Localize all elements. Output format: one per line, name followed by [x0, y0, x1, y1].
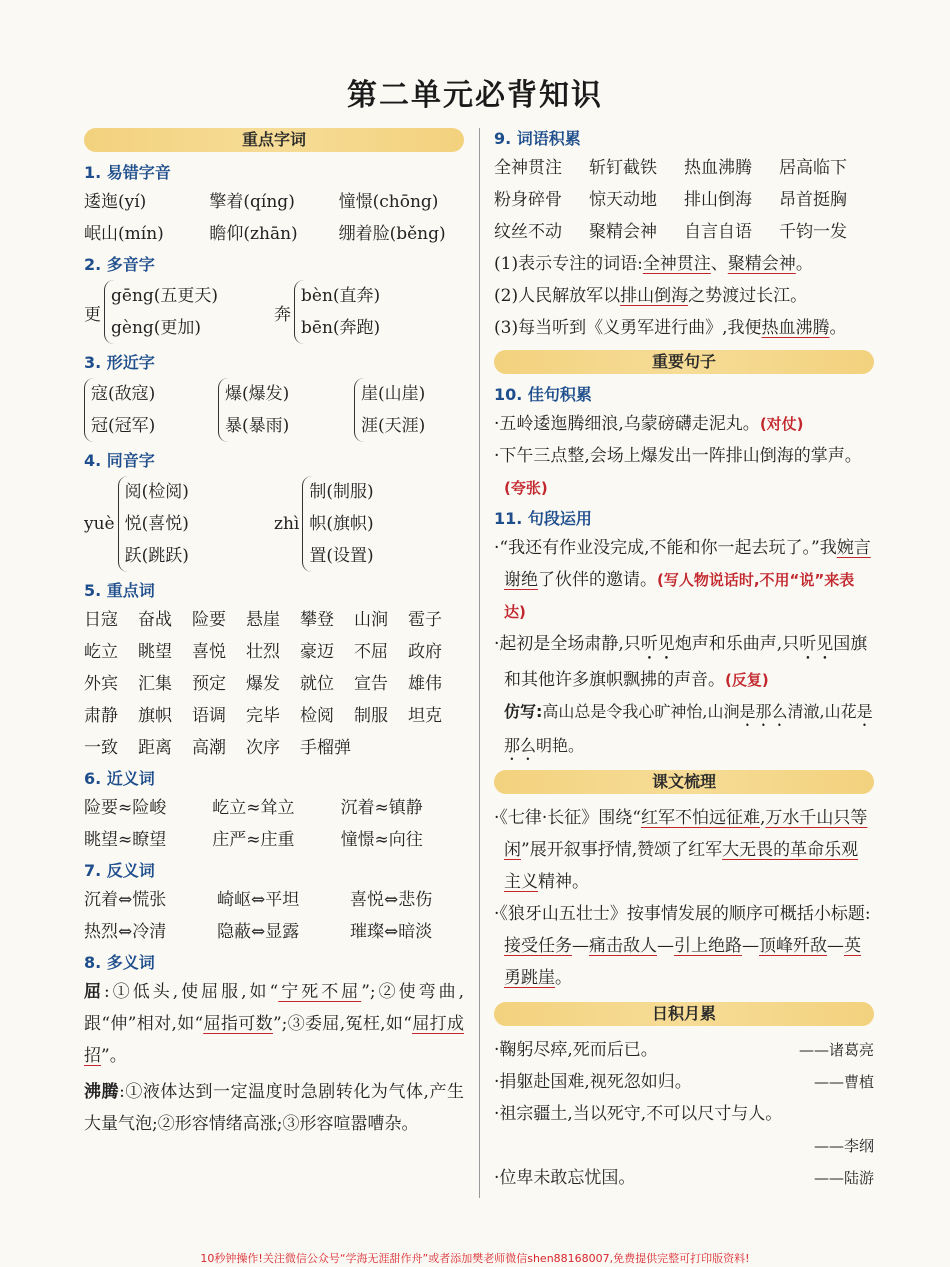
- quote-text: ·祖宗疆土,当以死守,不可以尺寸与人。: [494, 1104, 783, 1124]
- antonym-pair: 喜悦⇔悲伤: [350, 890, 433, 910]
- band-text-review: 课文梳理: [494, 770, 874, 794]
- word-item: 政府: [408, 642, 442, 662]
- brace-head: yuè: [84, 514, 115, 534]
- word-row: [84, 668, 464, 700]
- text: ,: [760, 808, 766, 828]
- underlined-phrase: 屈打成招: [84, 1014, 464, 1066]
- word-item: 壮烈: [246, 642, 280, 662]
- underlined-phrase: 屈指可数: [203, 1014, 273, 1034]
- polysemy-qu: [84, 976, 464, 1072]
- text: 。: [829, 318, 847, 338]
- quote-author: ——李纲: [813, 1137, 874, 1155]
- synonym-pair: 憧憬≈向往: [340, 830, 423, 850]
- similar-group: [84, 378, 218, 442]
- band-important-sentences: 重要句子: [494, 350, 874, 374]
- text: 炮声和乐曲声,只: [674, 634, 800, 654]
- underlined-phrase: 大无畏的革命乐观主义: [504, 840, 859, 892]
- sentence-item: [494, 408, 874, 440]
- quote-text: ·捐躯赴国难,视死忽如归。: [494, 1072, 692, 1092]
- usage-line-2: [494, 280, 874, 312]
- brace-item: 阅(检阅): [124, 482, 189, 502]
- text: (3)每当听到《义勇军进行曲》,我便: [494, 318, 762, 338]
- polysemy-feiteng: [84, 1076, 464, 1140]
- review-item: [494, 802, 874, 898]
- section-7-title: 7. 反义词: [84, 861, 155, 880]
- word-item: 绷着脸(běng): [338, 224, 446, 244]
- word-item: 聚精会神: [589, 222, 657, 242]
- usage-line-1: [494, 248, 874, 280]
- polyphone-groups: [84, 278, 464, 348]
- word-item: 排山倒海: [684, 190, 752, 210]
- word-item: 瞻仰(zhān): [209, 224, 298, 244]
- section-6-title: 6. 近义词: [84, 769, 155, 788]
- word-item: 日寇: [84, 610, 118, 630]
- brace-item: bēn(奔跑): [301, 318, 381, 338]
- antonym-pair: 热烈⇔冷清: [84, 922, 167, 942]
- text: :①低头,使屈服,如“: [104, 982, 279, 1002]
- dotted-phrase: 听见: [640, 634, 675, 654]
- quote-item: [494, 1162, 874, 1194]
- text: ·《七律·长征》围绕“: [494, 808, 641, 828]
- text: —: [827, 936, 844, 956]
- word-item: 检阅: [300, 706, 334, 726]
- word-item: 憧憬(chōng): [338, 192, 439, 212]
- underlined-phrase: 英勇跳崖: [504, 936, 861, 988]
- quote-author: ——陆游: [813, 1169, 874, 1187]
- word-item: 语调: [192, 706, 226, 726]
- dotted-phrase: 听见: [799, 634, 834, 654]
- quote-author: ——曹植: [813, 1073, 874, 1091]
- technique-tag: (写人物说话时,不用“说”来表达): [504, 571, 855, 621]
- synonym-pair: 屹立≈耸立: [212, 798, 295, 818]
- dotted-phrase: 是那么: [504, 702, 873, 755]
- text: ”;③委屈,冤枉,如“: [272, 1014, 412, 1034]
- antonym-row-1: [84, 884, 464, 916]
- brace-item: 涯(天涯): [361, 416, 426, 436]
- usage-line-3: [494, 312, 874, 344]
- word-item: 屹立: [84, 642, 118, 662]
- word-row: [84, 700, 464, 732]
- underlined-phrase: 热血沸腾: [761, 318, 830, 338]
- word-item: 岷山(mín): [84, 224, 164, 244]
- quote-author-line: [494, 1130, 874, 1162]
- text: 、: [710, 254, 728, 274]
- right-column: [494, 126, 874, 1194]
- left-column: [84, 126, 464, 1140]
- text: ·五岭逶迤腾细浪,乌蒙磅礴走泥丸。: [494, 414, 760, 434]
- antonym-pair: 沉着⇔慌张: [84, 890, 167, 910]
- underlined-phrase: 痛击敌人: [589, 936, 657, 956]
- text: (1)表示专注的词语:: [494, 254, 643, 274]
- word-item: 坦克: [408, 706, 442, 726]
- word-item: 手榴弹: [300, 738, 351, 758]
- band-key-words: 重点字词: [84, 128, 464, 152]
- text: 精神。: [538, 872, 589, 892]
- text: 了伙伴的邀请。: [538, 570, 657, 590]
- section-9-title: 9. 词语积累: [494, 129, 581, 148]
- section-4-title: 4. 同音字: [84, 451, 155, 470]
- word-item: 制服: [354, 706, 388, 726]
- text: 高山总是令我心旷神怡,山涧: [542, 702, 740, 721]
- similar-char-groups: [84, 376, 464, 446]
- word-item: 山涧: [354, 610, 388, 630]
- word-item: 不屈: [354, 642, 388, 662]
- dotted-phrase: 是那么: [739, 702, 788, 721]
- word-item: 逶迤(yí): [84, 192, 147, 212]
- paragraph-item: [494, 532, 874, 628]
- brace-item: 爆(爆发): [225, 384, 290, 404]
- word-item: 高潮: [192, 738, 226, 758]
- text: ”展开叙事抒情,赞颂了红军: [521, 840, 723, 860]
- underlined-phrase: 聚精会神: [727, 254, 796, 274]
- underlined-phrase: 排山倒海: [620, 286, 689, 306]
- text: ”。: [101, 1046, 127, 1066]
- section-10-title: 10. 佳句积累: [494, 385, 592, 404]
- text: ”;②使弯曲,跟“伸”相对,如“: [84, 982, 465, 1034]
- word-item: 险要: [192, 610, 226, 630]
- word-item: 肃静: [84, 706, 118, 726]
- text: —: [572, 936, 589, 956]
- antonym-pair: 璀璨⇔暗淡: [350, 922, 433, 942]
- word-item: 全神贯注: [494, 158, 562, 178]
- sentence-item: [494, 440, 874, 504]
- similar-group: [354, 378, 425, 442]
- section-3-title: 3. 形近字: [84, 353, 155, 372]
- word-item: 距离: [138, 738, 172, 758]
- technique-tag: (夸张): [504, 479, 548, 497]
- word-item: 惊天动地: [589, 190, 657, 210]
- word-item: 悬崖: [246, 610, 280, 630]
- homophone-group-yue: [84, 476, 274, 572]
- text: —: [742, 936, 759, 956]
- underlined-phrase: 红军不怕远征难: [641, 808, 760, 828]
- word-item: 攀登: [300, 610, 334, 630]
- word-item: 自言自语: [684, 222, 752, 242]
- brace-item: 暴(暴雨): [225, 416, 290, 436]
- antonym-row-2: [84, 916, 464, 948]
- idiom-grid: [494, 152, 874, 248]
- brace-head: zhì: [274, 514, 300, 534]
- quote-text: ·鞠躬尽瘁,死而后已。: [494, 1040, 658, 1060]
- brace-item: 寇(敌寇): [91, 384, 156, 404]
- text: 明艳。: [536, 736, 585, 755]
- brace-item: 帜(旗帜): [309, 514, 374, 534]
- antonym-pair: 崎岖⇔平坦: [217, 890, 300, 910]
- word-item: 眺望: [138, 642, 172, 662]
- synonym-row-1: [84, 792, 464, 824]
- word-item: 粉身碎骨: [494, 190, 562, 210]
- word-item: 千钧一发: [779, 222, 847, 242]
- brace-head: 奔: [274, 304, 291, 325]
- synonym-pair: 沉着≈镇静: [340, 798, 423, 818]
- polysemy-head: 沸腾: [84, 1082, 120, 1102]
- underlined-phrase: 顶峰歼敌: [759, 936, 827, 956]
- word-row: [494, 152, 874, 184]
- text: ·《狼牙山五壮士》按事情发展的顺序可概括小标题:: [494, 904, 871, 924]
- section-5-title: 5. 重点词: [84, 581, 155, 600]
- underlined-phrase: 婉言谢绝: [504, 538, 871, 590]
- section-1-title: 1. 易错字音: [84, 163, 171, 182]
- word-item: 豪迈: [300, 642, 334, 662]
- homophone-groups: [84, 474, 464, 576]
- brace-item: gēng(五更天): [111, 286, 219, 306]
- text: 之势渡过长江。: [688, 286, 808, 306]
- text: 。: [555, 968, 572, 988]
- quote-item: [494, 1098, 874, 1130]
- brace-item: 崖(山崖): [361, 384, 426, 404]
- polysemy-head: 屈: [84, 982, 104, 1002]
- technique-tag: (对仗): [759, 415, 804, 433]
- word-item: 热血沸腾: [684, 158, 752, 178]
- text: :①液体达到一定温度时急剧转化为气体,产生大量气泡;②形容情绪高涨;③形容喧嚣嘈杂。: [84, 1082, 464, 1134]
- word-item: 奋战: [138, 610, 172, 630]
- imitation-writing: [494, 696, 874, 764]
- underlined-phrase: 引上绝路: [674, 936, 742, 956]
- pronunciation-row-2: [84, 218, 464, 250]
- text: (2)人民解放军以: [494, 286, 621, 306]
- quote-text: ·位卑未敢忘忧国。: [494, 1168, 636, 1188]
- underlined-phrase: 接受任务: [504, 936, 572, 956]
- text: 。: [795, 254, 813, 274]
- review-item: [494, 898, 874, 994]
- text: 国旗和其他许多旗帜飘拂的声音。: [504, 634, 868, 690]
- word-item: 旗帜: [138, 706, 172, 726]
- word-item: 雄伟: [408, 674, 442, 694]
- polyphone-group-geng: [84, 280, 274, 344]
- brace-item: bèn(直奔): [301, 286, 381, 306]
- section-2-title: 2. 多音字: [84, 255, 155, 274]
- band-daily-accumulation: 日积月累: [494, 1002, 874, 1026]
- word-item: 次序: [246, 738, 280, 758]
- paragraph-item: [494, 628, 874, 696]
- word-item: 一致: [84, 738, 118, 758]
- word-item: 纹丝不动: [494, 222, 562, 242]
- synonym-pair: 庄严≈庄重: [212, 830, 295, 850]
- key-words-grid: [84, 604, 464, 764]
- promo-footer: 10秒钟操作!关注微信公众号“学海无涯甜作舟”或者添加樊老师微信shen88168007,免费提供完整可打印版资料!: [200, 1252, 750, 1265]
- word-item: 斩钉截铁: [589, 158, 657, 178]
- quote-author: ——诸葛亮: [798, 1041, 874, 1059]
- section-8-title: 8. 多义词: [84, 953, 155, 972]
- brace-item: 冠(冠军): [91, 416, 156, 436]
- text: —: [657, 936, 674, 956]
- pronunciation-row-1: [84, 186, 464, 218]
- text: ·下午三点整,会场上爆发出一阵排山倒海的掌声。: [494, 446, 862, 466]
- antonym-pair: 隐蔽⇔显露: [217, 922, 300, 942]
- brace-item: 制(制服): [309, 482, 374, 502]
- underlined-phrase: 宁死不屈: [278, 982, 362, 1002]
- word-item: 预定: [192, 674, 226, 694]
- word-row: [84, 604, 464, 636]
- text: ·起初是全场肃静,只: [494, 634, 641, 654]
- imitation-label: 仿写:: [504, 702, 543, 721]
- technique-tag: (反复): [725, 671, 769, 689]
- page-title: 第二单元必背知识: [347, 78, 603, 113]
- homophone-group-zhi: [274, 476, 374, 572]
- text: 清澈,山花: [787, 702, 857, 721]
- column-divider: [479, 128, 480, 1198]
- word-item: 完毕: [246, 706, 280, 726]
- word-row: [494, 216, 874, 248]
- synonym-row-2: [84, 824, 464, 856]
- word-item: 喜悦: [192, 642, 226, 662]
- underlined-phrase: 万水千山只等闲: [504, 808, 868, 860]
- polyphone-group-ben: [274, 280, 380, 344]
- word-item: 就位: [300, 674, 334, 694]
- brace-item: gèng(更加): [111, 318, 202, 338]
- brace-item: 悦(喜悦): [124, 514, 189, 534]
- brace-items: [104, 280, 218, 344]
- brace-items: [294, 280, 380, 344]
- word-row: [494, 184, 874, 216]
- brace-item: 跃(跳跃): [124, 546, 189, 566]
- quote-item: [494, 1066, 874, 1098]
- word-item: 外宾: [84, 674, 118, 694]
- text: ·“我还有作业没完成,不能和你一起去玩了。”我: [494, 538, 837, 558]
- synonym-pair: 险要≈险峻: [84, 798, 167, 818]
- word-row: [84, 636, 464, 668]
- word-item: 宣告: [354, 674, 388, 694]
- word-item: 雹子: [408, 610, 442, 630]
- brace-head: 更: [84, 304, 101, 325]
- word-item: 居高临下: [779, 158, 847, 178]
- word-row: [84, 732, 464, 764]
- section-11-title: 11. 句段运用: [494, 509, 592, 528]
- underlined-phrase: 全神贯注: [642, 254, 711, 274]
- similar-group: [218, 378, 354, 442]
- quote-item: [494, 1034, 874, 1066]
- word-item: 汇集: [138, 674, 172, 694]
- brace-item: 置(设置): [309, 546, 374, 566]
- word-item: 爆发: [246, 674, 280, 694]
- word-item: 擎着(qíng): [209, 192, 295, 212]
- synonym-pair: 眺望≈瞭望: [84, 830, 167, 850]
- word-item: 昂首挺胸: [779, 190, 847, 210]
